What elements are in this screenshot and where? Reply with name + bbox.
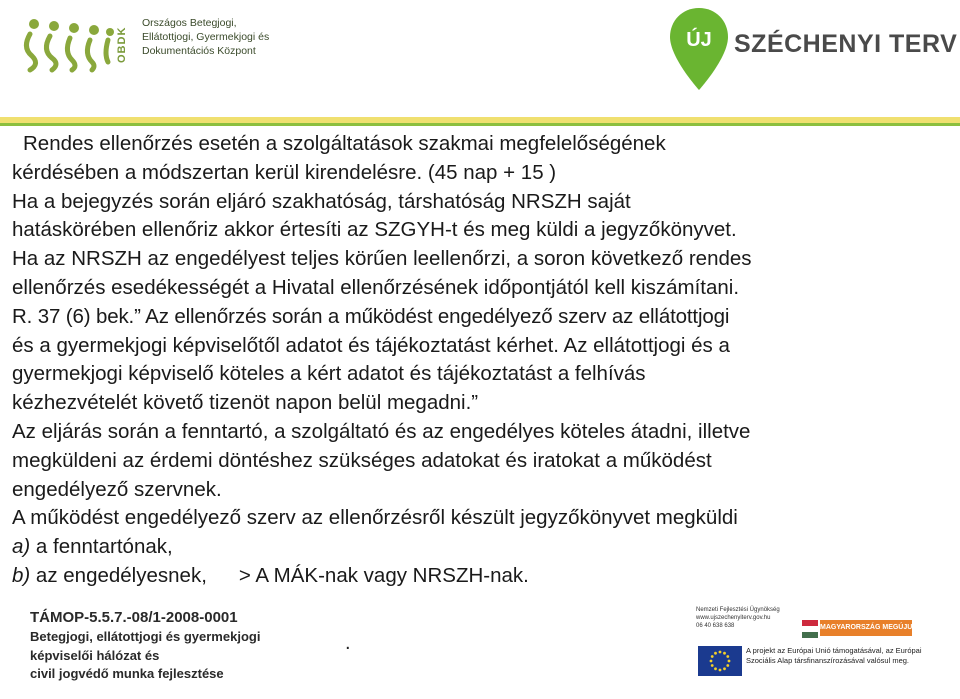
obdk-abbr: OBDK [116, 26, 128, 64]
body-line: Ha az NRSZH az engedélyest teljes körűen leellenőrzi, a soron következő rendes [12, 247, 752, 271]
header-rule-green [0, 123, 960, 126]
obdk-name-line: Országos Betegjogi, [142, 17, 237, 29]
project-info [30, 608, 350, 684]
eu-line: Szociális Alap társfinanszírozásával valósul meg. [746, 656, 909, 665]
project-line: civil jogvédő munka fejlesztése [30, 666, 224, 681]
body-line: kérdésében a módszertan kerül kirendelésre. (45 nap + 15 ) [12, 160, 557, 184]
obdk-logo [20, 14, 270, 74]
obdk-name-line: Dokumentációs Központ [142, 45, 256, 57]
szechenyi-title: SZÉCHENYI TERV [734, 30, 958, 58]
body-line: kézhezvételét követő tizenöt napon belül megadni.” [12, 391, 479, 415]
szechenyi-badge: ÚJ [686, 29, 712, 51]
body-line: gyermekjogi képviselő köteles a kért adatot és tájékoztatást a felhívás [12, 362, 646, 386]
map-pin-icon [668, 6, 730, 92]
szechenyi-terv-logo [668, 6, 958, 92]
body-line: ellenőrzés esedékességét a Hivatal ellenőrzésének időpontjától kell kiszámítani. [12, 275, 740, 299]
body-line: és a gyermekjogi képviselőtől adatot és tájékoztatást kérhet. Az ellátottjogi és a [12, 333, 730, 357]
body-line: megküldeni az érdemi döntéshez szükséges adatokat és iratokat a működést [12, 448, 712, 472]
nfu-logo [696, 606, 796, 642]
list-item-b [12, 562, 947, 591]
body-line: R. 37 (6) bek.” Az ellenőrzés során a működést engedélyező szerv az ellátottjogi [12, 304, 730, 328]
hungarian-flag-icon [802, 620, 818, 638]
obdk-figures-icon [20, 14, 120, 74]
project-line: Betegjogi, ellátottjogi és gyermekjogi [30, 629, 261, 644]
list-item-a [12, 533, 947, 562]
body-line: A működést engedélyező szerv az ellenőrzésről készült jegyzőkönyvet megküldi [12, 506, 738, 530]
body-line: hatáskörében ellenőriz akkor értesíti az SZGYH-t és meg küldi a jegyzőkönyvet. [12, 218, 737, 242]
funding-logos [690, 606, 922, 690]
body-line: Ha a bejegyzés során eljáró szakhatóság, társhatóság NRSZH saját [12, 189, 631, 213]
body-line: Rendes ellenőrzés esetén a szolgáltatások szakmai megfelelőségének [23, 132, 666, 155]
eu-funding-note [746, 646, 922, 666]
nfu-line: 06 40 638 638 [696, 623, 735, 629]
hungary-slogan: MAGYARORSZÁG MEGÚJUL [820, 620, 912, 636]
project-code: TÁMOP-5.5.7.-08/1-2008-0001 [30, 609, 238, 626]
list-item-b-text: az engedélyesnek, [30, 563, 207, 587]
list-item-a-label: a) [12, 535, 31, 559]
list-item-b-label: b) [12, 563, 31, 587]
slide-body [12, 130, 947, 591]
separator-dot: . [345, 632, 351, 654]
obdk-name [142, 16, 282, 58]
eu-line: A projekt az Európai Unió támogatásával, az Európai [746, 646, 922, 655]
nfu-line: Nemzeti Fejlesztési Ügynökség [696, 607, 780, 613]
project-line: képviselői hálózat és [30, 647, 160, 663]
obdk-name-line: Ellátottjogi, Gyermekjogi és [142, 31, 270, 43]
body-line: Az eljárás során a fenntartó, a szolgáltató és az engedélyes köteles átadni, illetve [12, 419, 751, 443]
body-line: engedélyező szervnek. [12, 477, 222, 501]
list-item-b-extra: > A MÁK-nak vagy NRSZH-nak. [238, 563, 529, 587]
eu-flag-icon [698, 646, 742, 676]
nfu-line: www.ujszechenyiterv.gov.hu [696, 615, 771, 621]
list-item-a-text: a fenntartónak, [30, 535, 173, 559]
